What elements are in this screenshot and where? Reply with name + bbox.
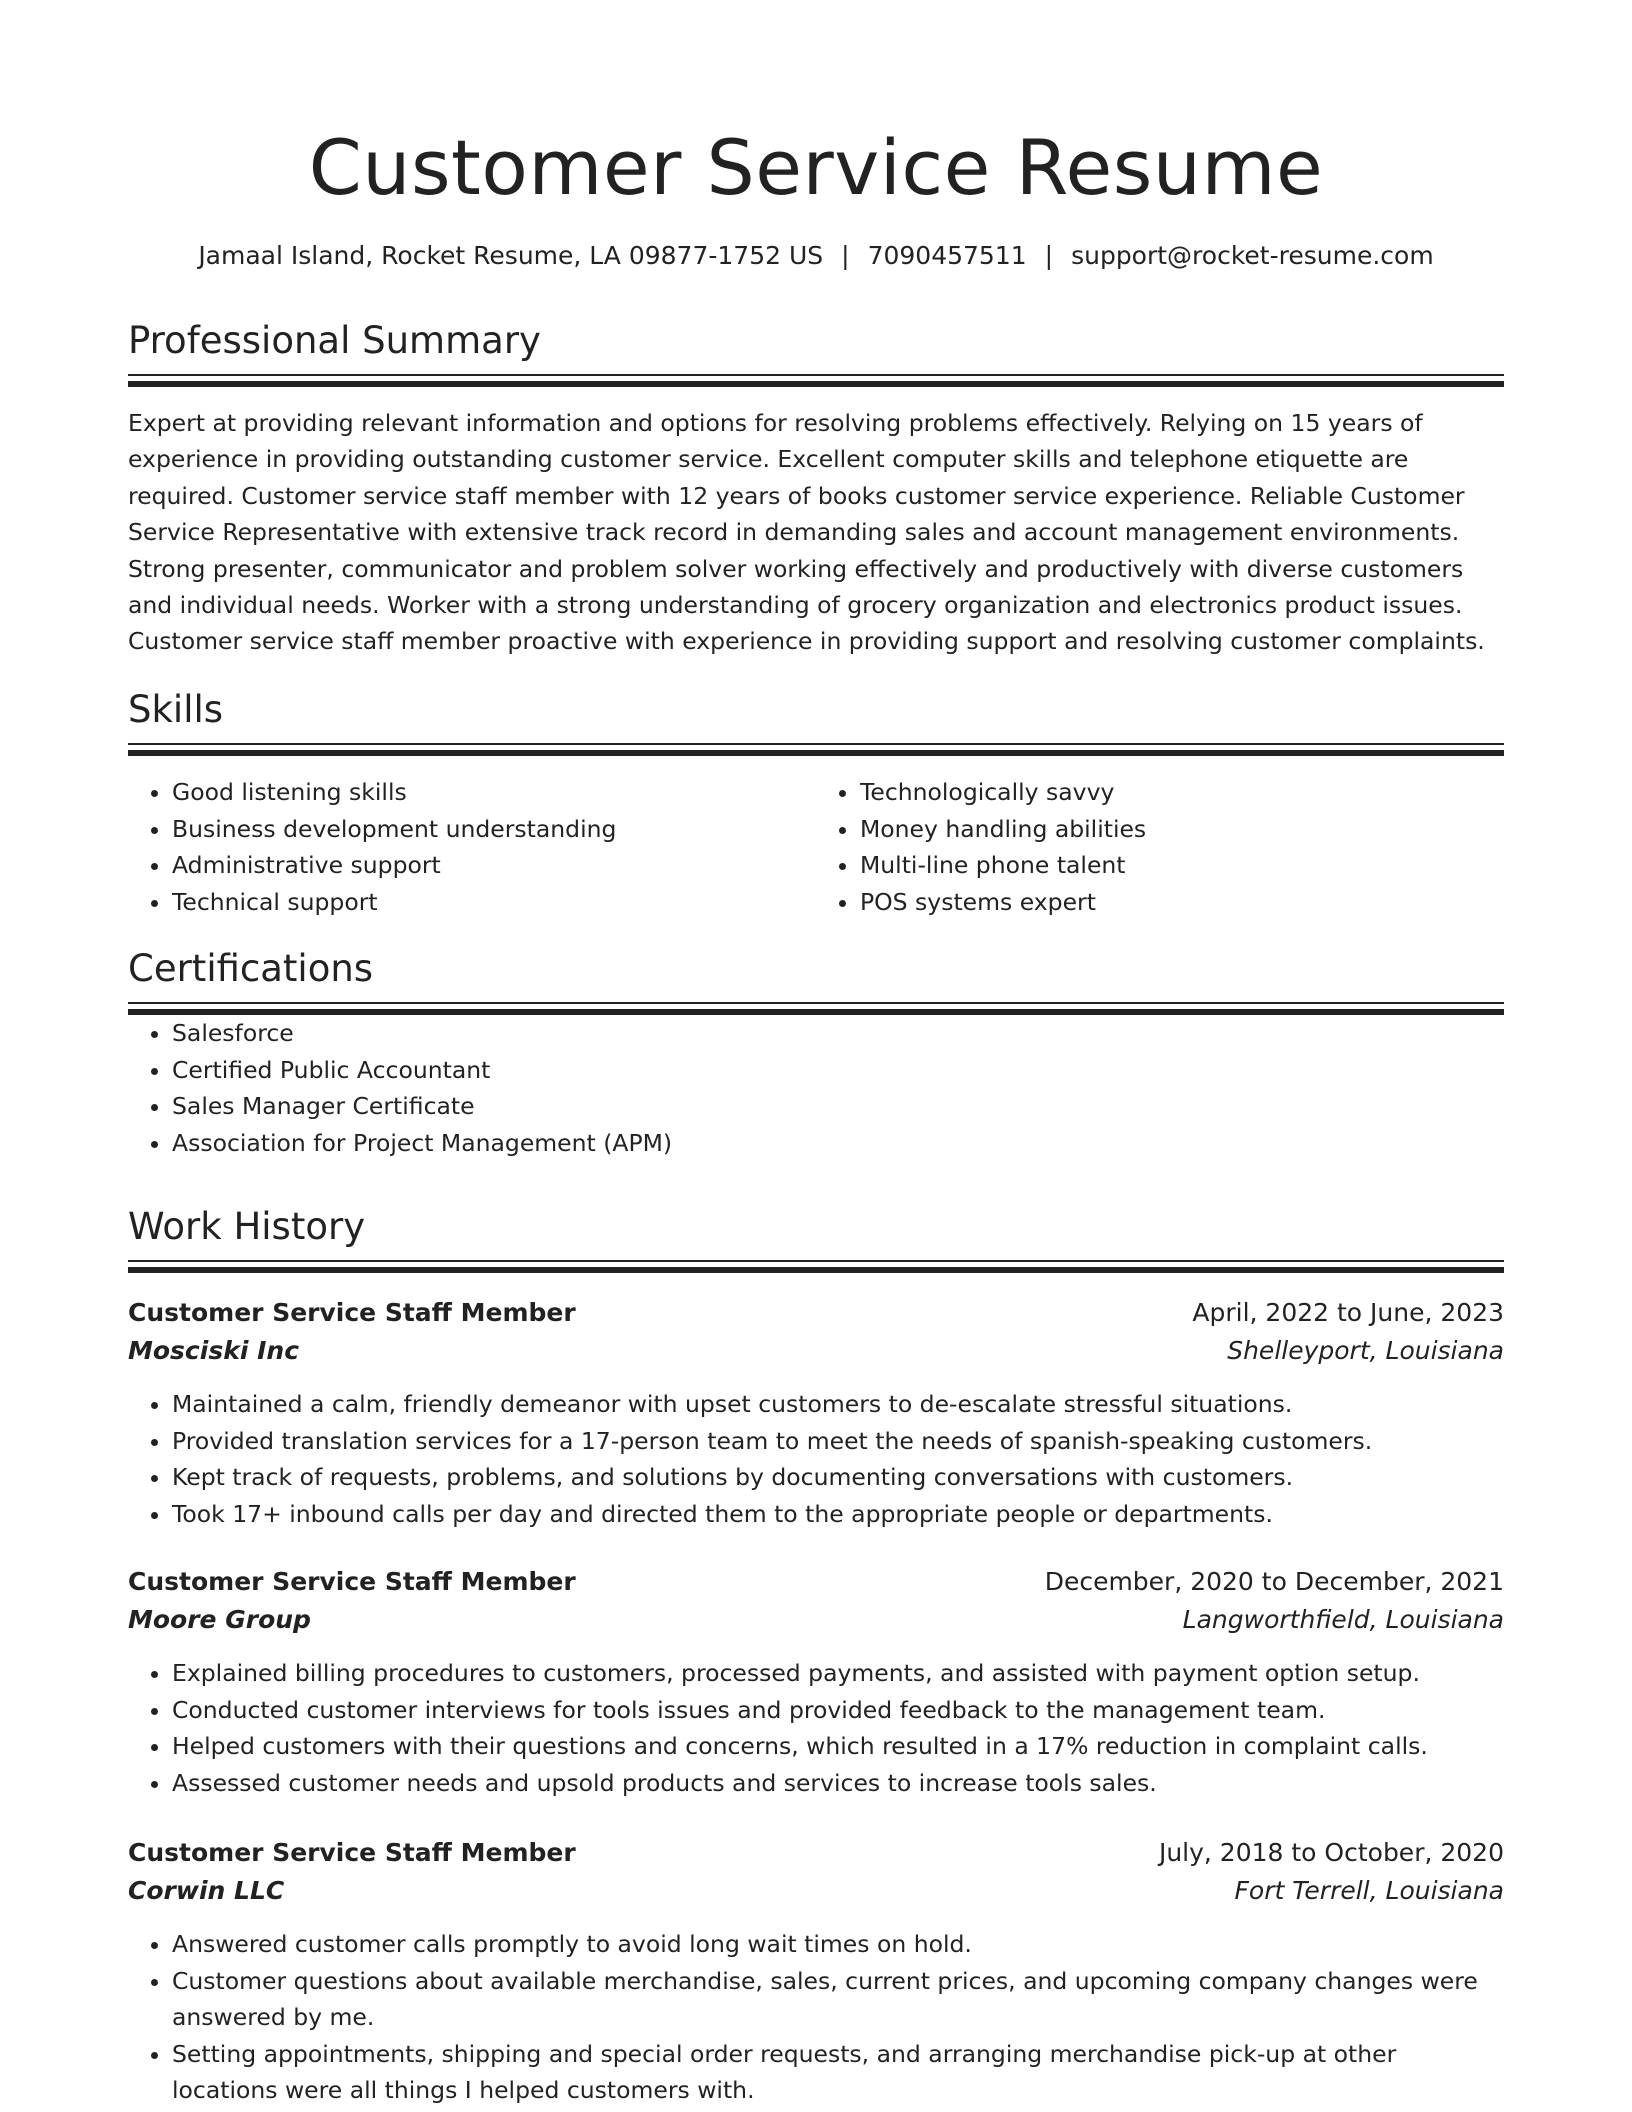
job-bullet: • Answered customer calls promptly to avoid long wait times on hold. xyxy=(172,1926,1504,1963)
certification-item: • Salesforce xyxy=(172,1015,1504,1052)
job-bullet: • Customer questions about available merchandise, sales, current prices, and upcoming company changes were answered by me. xyxy=(172,1963,1504,2036)
section-divider xyxy=(128,374,1504,387)
job-company: Moore Group xyxy=(128,1605,311,1634)
job-bullet: • Helped customers with their questions and concerns, which resulted in a 17% reduction in complaint calls. xyxy=(172,1728,1504,1765)
skills-columns xyxy=(128,774,1504,920)
job-bullets xyxy=(128,1926,1504,2109)
section-heading-skills: Skills xyxy=(128,688,224,731)
section-heading-certifications: Certifications xyxy=(128,947,374,990)
skill-item: • Business development understanding xyxy=(172,811,816,848)
certification-item: • Sales Manager Certificate xyxy=(172,1088,1504,1125)
skills-column-left xyxy=(128,774,816,920)
skill-item: • Multi-line phone talent xyxy=(860,847,1504,884)
job-dates: April, 2022 to June, 2023 xyxy=(1192,1298,1504,1327)
job-bullets xyxy=(128,1386,1504,1532)
job-bullet: • Provided translation services for a 17-person team to meet the needs of spanish-speaking customers. xyxy=(172,1423,1504,1460)
section-heading-work-history: Work History xyxy=(128,1205,366,1248)
job-bullet: • Explained billing procedures to customers, processed payments, and assisted with payment option setup. xyxy=(172,1655,1504,1692)
contact-address: Jamaal Island, Rocket Resume, LA 09877-1752 US xyxy=(198,241,824,270)
job-bullet: • Conducted customer interviews for tools issues and provided feedback to the management team. xyxy=(172,1692,1504,1729)
certifications-section xyxy=(128,944,1504,1161)
job-bullet: • Setting appointments, shipping and special order requests, and arranging merchandise pick-up at other locations were all things I helped customers with. xyxy=(172,2036,1504,2109)
skills-column-right xyxy=(816,774,1504,920)
summary-section xyxy=(128,316,1504,660)
job-company-row xyxy=(128,1601,1504,1639)
job-company-row xyxy=(128,1332,1504,1370)
job-header-row xyxy=(128,1563,1504,1601)
job-company: Mosciski Inc xyxy=(128,1336,300,1365)
job-bullet: • Maintained a calm, friendly demeanor with upset customers to de-escalate stressful situations. xyxy=(172,1386,1504,1423)
skills-section xyxy=(128,685,1504,920)
job-title: Customer Service Staff Member xyxy=(128,1838,576,1867)
job-company: Corwin LLC xyxy=(128,1876,285,1905)
job-location: Shelleyport, Louisiana xyxy=(1227,1336,1504,1365)
job-bullet: • Assessed customer needs and upsold products and services to increase tools sales. xyxy=(172,1765,1504,1802)
job-title: Customer Service Staff Member xyxy=(128,1298,576,1327)
resume-title: Customer Service Resume xyxy=(308,123,1324,212)
job-location: Fort Terrell, Louisiana xyxy=(1234,1876,1504,1905)
contact-email[interactable]: support@rocket-resume.com xyxy=(1071,241,1434,270)
job-title: Customer Service Staff Member xyxy=(128,1567,576,1596)
job-header-row xyxy=(128,1294,1504,1332)
job-entry xyxy=(128,1294,1504,1532)
job-company-row xyxy=(128,1872,1504,1910)
certification-item: • Association for Project Management (APM) xyxy=(172,1125,1504,1162)
skill-item: • Good listening skills xyxy=(172,774,816,811)
contact-separator: | xyxy=(841,241,850,270)
skill-item: • Money handling abilities xyxy=(860,811,1504,848)
work-history-section xyxy=(128,1202,1504,1273)
skill-item: • Administrative support xyxy=(172,847,816,884)
certification-item: • Certified Public Accountant xyxy=(172,1052,1504,1089)
job-bullet: • Kept track of requests, problems, and solutions by documenting conversations with customers. xyxy=(172,1459,1504,1496)
contact-line xyxy=(128,238,1504,274)
job-dates: December, 2020 to December, 2021 xyxy=(1044,1567,1504,1596)
summary-text: Expert at providing relevant information and options for resolving problems effectively. Relying on 15 years of experience in providing outstanding customer service. Excellent computer skills and telephone etiquette are required. Customer service staff member with 12 years of books customer service experience. Reliable Customer Service Representative with extensive track record in demanding sales and account management environments. Strong presenter, communicator and problem solver working effectively and productively with diverse customers and individual needs. Worker with a strong understanding of grocery organization and electronics product issues. Customer service staff member proactive with experience in providing support and resolving customer complaints. xyxy=(128,409,1485,656)
skill-item: • POS systems expert xyxy=(860,884,1504,921)
section-divider xyxy=(128,743,1504,756)
job-bullet: • Took 17+ inbound calls per day and directed them to the appropriate people or departments. xyxy=(172,1496,1504,1533)
section-heading-summary: Professional Summary xyxy=(128,319,541,362)
job-dates: July, 2018 to October, 2020 xyxy=(1158,1838,1504,1867)
section-divider xyxy=(128,1260,1504,1273)
contact-phone: 7090457511 xyxy=(867,241,1027,270)
job-entry xyxy=(128,1563,1504,1801)
job-bullets xyxy=(128,1655,1504,1801)
skill-item: • Technical support xyxy=(172,884,816,921)
contact-separator: | xyxy=(1044,241,1054,270)
job-entry xyxy=(128,1834,1504,2109)
section-divider xyxy=(128,1002,1504,1015)
job-header-row xyxy=(128,1834,1504,1872)
job-location: Langworthfield, Louisiana xyxy=(1182,1605,1504,1634)
skill-item: • Technologically savvy xyxy=(860,774,1504,811)
certifications-list xyxy=(128,1015,1504,1161)
